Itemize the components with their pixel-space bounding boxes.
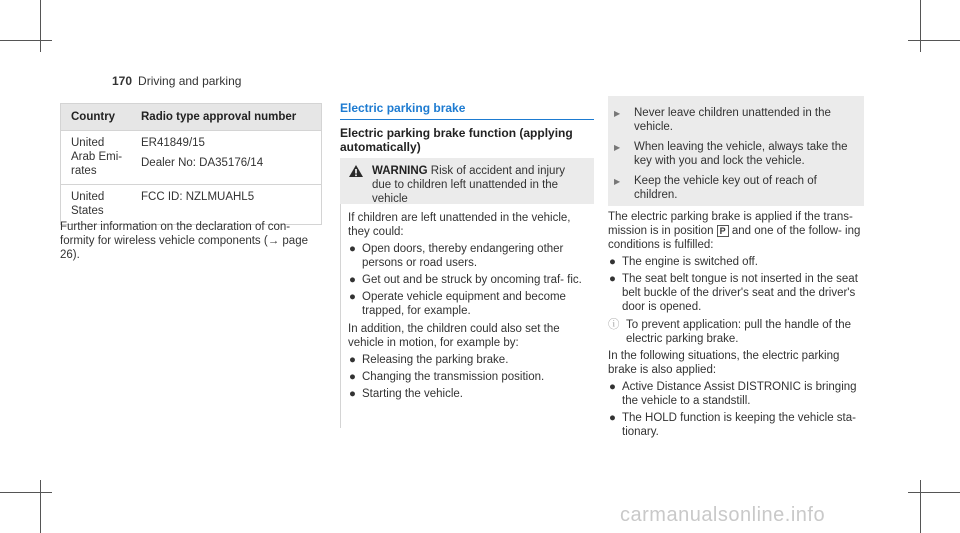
list-item: ● Operate vehicle equipment and become trapped, for example. [349,291,566,317]
list-item: ● Changing the transmission position. [349,371,545,383]
arrow-right-icon: ▶ [614,109,621,118]
brake-paragraph: The electric parking brake is applied if the trans- mission is in position P and one of the follow- ing conditions is fulfilled: [608,211,861,251]
page-number: 170 [112,74,133,88]
watermark: carmanualsonline.info [620,504,826,526]
crop-mark [0,492,52,493]
arrow-right-icon: ▶ [614,177,621,186]
action-item: ▶ Keep the vehicle key out of reach of children. [614,175,817,201]
note: ⓘ To prevent application: pull the handle of the electric parking brake. [608,319,852,345]
section-title: Electric parking brake [340,101,466,115]
warning-label: WARNING [372,165,428,177]
declaration-paragraph [60,220,320,266]
situations-paragraph: In the following situations, the electric parking brake is also applied: [608,350,840,376]
list-item: ● The HOLD function is keeping the vehicle sta- tionary. [609,412,856,438]
list-item: ● The seat belt tongue is not inserted in the seat belt buckle of the driver's seat and the driver's door is opened. [609,273,858,313]
crop-mark [920,0,921,52]
crop-mark [920,480,921,533]
subsection-title: Electric parking brake function (applying automatically) [340,126,573,154]
page-header [112,74,241,88]
warning-text [372,164,586,206]
declaration-text: Further information on the declaration of con- formity for wireless vehicle components (→ page 26). [60,221,308,261]
warning-box [340,158,594,428]
section-rule [340,119,594,120]
column-header: Radio type approval number [131,104,322,131]
warning-actions-box [608,96,864,206]
situation-list [608,380,870,439]
action-item: ▶ Never leave children unattended in the vehicle. [614,107,831,133]
table-cell-numbers [131,131,322,185]
list-item: ● Open doors, thereby endangering other persons or road users. [349,243,564,269]
approval-number: ER41849/15 [141,137,205,149]
crop-mark [40,0,41,52]
approval-number: FCC ID: NZLMUAHL5 [141,191,255,203]
list-item: ● Active Distance Assist DISTRONIC is bringing the vehicle to a standstill. [609,381,857,407]
table-header-row [61,104,322,131]
warning-triangle-icon [348,164,364,178]
gear-p-symbol: P [717,225,729,237]
condition-list [608,255,870,314]
list-item: ● The engine is switched off. [609,256,758,268]
list-item: ● Releasing the parking brake. [349,354,509,366]
table-cell-country: United States [61,185,132,225]
warning-left-rule [340,204,341,428]
column3-body [608,210,870,443]
warning-intro: If children are left unattended in the vehicle, they could: [348,212,571,238]
column-header: Country [61,104,132,131]
table-row [61,185,322,225]
table-cell-country: United Arab Emi- rates [61,131,132,185]
table-row [61,131,322,185]
crop-mark [908,40,960,41]
info-icon: ⓘ [608,319,620,331]
warning-list-2 [348,353,592,401]
warning-list [348,242,592,318]
warning-intro-2: In addition, the children could also set the vehicle in motion, for example by: [348,323,560,349]
action-item: ▶ When leaving the vehicle, always take the key with you and lock the vehicle. [614,141,848,167]
arrow-right-icon: ▶ [614,143,621,152]
crop-mark [908,492,960,493]
list-item: ● Starting the vehicle. [349,388,464,400]
table-cell-numbers [131,185,322,225]
crop-mark [0,40,52,41]
approval-number: Dealer No: DA35176/14 [141,157,264,169]
radio-approval-table [60,103,322,225]
warning-description: Risk of accident and injury due to children left unattended in the vehicle [372,165,566,205]
warning-body [348,211,592,405]
crop-mark [40,480,41,533]
list-item: ● Get out and be struck by oncoming traf- fic. [349,274,582,286]
section-name: Driving and parking [138,74,242,88]
warning-header [340,158,594,204]
